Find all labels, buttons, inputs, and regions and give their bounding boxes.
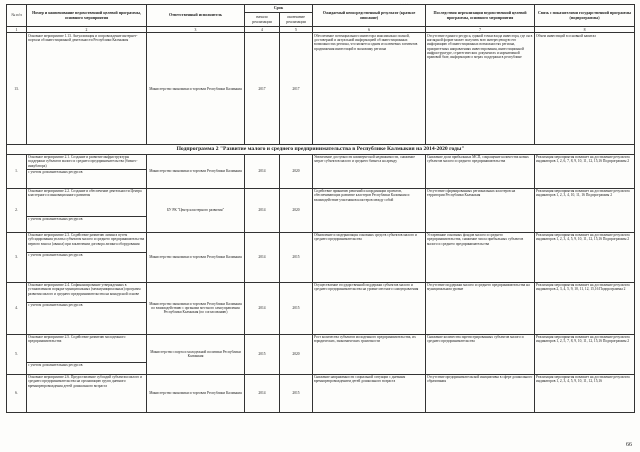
row-name-cell xyxy=(27,232,147,282)
row-name: Основное мероприятие 2.5. Содействие развитию молодежного предпринимательства xyxy=(28,335,126,344)
row-name-cell xyxy=(27,188,147,232)
resources-note: с учетом дополнительных ресурсов xyxy=(27,169,146,175)
row-exec: Министерство экономики и торговли Республики Калмыкия xyxy=(147,33,245,145)
row-result: Обеспечение потенциального инвестора максимально полной, достоверной и актуальной информацией об инвестиционных возможностях региона, что является одним из ключевых элементов продвижения инвестиций в экономику региона xyxy=(313,33,426,145)
row-end: 2015 xyxy=(280,282,313,334)
header-link: Связь с показателями государственной программы (подпрограммы) xyxy=(535,5,635,27)
index-cell: 5 xyxy=(280,27,313,33)
subprogram-row xyxy=(7,145,635,154)
row-exec: Министерство экономики и торговли Республики Калмыкия по взаимодействию с органами местного самоуправления Республики Калмыкия (по согласованию) xyxy=(147,282,245,334)
header-result: Ожидаемый непосредственный результат (краткое описание) xyxy=(313,5,426,27)
document-page xyxy=(6,4,634,413)
row-consequences: Отсутствие поддержки малого и среднего предпринимательства на муниципальном уровне xyxy=(426,282,535,334)
row-name: Основное мероприятие 2.3. Содействие развитию лизинга путем субсидирования уплаты субъектом малого и среднего предпринимательства первого взноса (аванса) при заключении договора лизинга оборудования xyxy=(28,233,145,246)
faded-stamp-mark: · · · · xyxy=(400,1,409,6)
row-end: 2020 xyxy=(280,334,313,374)
row-start: 2014 xyxy=(245,374,280,412)
index-cell: 6 xyxy=(313,27,426,33)
row-start: 2014 xyxy=(245,282,280,334)
row-end: 2020 xyxy=(280,154,313,188)
row-link: Реализация мероприятия повлияет на достижение результата индикаторов 1, 2, 6, 7, 8, 9, 10, 11, 12, 15,16 Подпрограммы 2 xyxy=(535,154,635,188)
table-row xyxy=(7,282,635,334)
row-start: 2014 xyxy=(245,232,280,282)
row-num: 5. xyxy=(7,334,27,374)
row-consequences: Отсутствие предпринимательской инициативы в сфере дошкольного образования xyxy=(426,374,535,412)
row-num: 3. xyxy=(7,232,27,282)
row-consequences: Устаревание основных фондов малого и среднего предпринимательства, снижение числа прибыльных субъектов малого и среднего предпринимательства xyxy=(426,232,535,282)
row-start: 2014 xyxy=(245,154,280,188)
row-num: 1. xyxy=(7,154,27,188)
row-exec: Министерство экономики и торговли Республики Калмыкия xyxy=(147,374,245,412)
row-end: 2015 xyxy=(280,374,313,412)
row-name: Основное мероприятие 1.13. Актуализация и сопровождение интернет-портала об инвестиционной деятельности Республики Калмыкия xyxy=(27,33,147,145)
row-consequences: Отсутствие сформированных региональных кластеров на территории Республики Калмыкия xyxy=(426,188,535,232)
row-result: Снижение напряженности социальной ситуации с дневным времяпрепровождением детей дошкольного возраста xyxy=(313,374,426,412)
row-consequences: Снижение доли прибыльных МСП, сокращение количества новых субъектов малого и среднего предпринимательства xyxy=(426,154,535,188)
header-start: начало реализации xyxy=(245,13,280,27)
row-num: 2. xyxy=(7,188,27,232)
row-num: 6. xyxy=(7,374,27,412)
row-start: 2017 xyxy=(245,33,280,145)
row-result: Рост количества субъектов молодежного предпринимательства, их юридических, экономических грамотности xyxy=(313,334,426,374)
table-row xyxy=(7,232,635,282)
header-consequences: Последствия нереализации ведомственной целевой программы, основного мероприятия xyxy=(426,5,535,27)
resources-note: с учетом дополнительных ресурсов xyxy=(27,252,146,258)
row-name: Основное мероприятие 2.6. Предоставление субсидий субъектам малого и среднего предпринимательства на организацию групп дневного времяпрепровождения детей дошкольного возраста xyxy=(27,374,147,412)
row-exec: БУ РК "Центр кластерного развития" xyxy=(147,188,245,232)
row-name-cell xyxy=(27,334,147,374)
header-name: Номер и наименование ведомственной целевой программы, основного мероприятия xyxy=(27,5,147,27)
row-result: Увеличение доступности коммерческой недвижимости, снижение затрат субъектов малого и среднего бизнеса на аренду xyxy=(313,154,426,188)
subprogram-title: Подпрограмма 2 "Развитие малого и среднего предпринимательства в Республике Калмыкия на 2014-2020 годы" xyxy=(7,145,635,154)
table-row xyxy=(7,33,635,145)
page-number: 66 xyxy=(626,442,632,448)
row-num: 13. xyxy=(7,33,27,145)
row-name: Основное мероприятие 2.4. Софинансирование утвержденных в установленном порядке муниципальных (межмуниципальных) программ развития малого и среднего предпринимательства на конкурсной основе xyxy=(28,283,141,296)
row-link: Реализация мероприятия повлияет на достижение результата индикаторов 2, 3, 4, 5, 9, 10, 11, 12, 15,16 Подпрограммы 2 xyxy=(535,282,635,334)
row-result: Обновление и модернизация основных средств субъектов малого и среднего предпринимательства xyxy=(313,232,426,282)
row-start: 2014 xyxy=(245,188,280,232)
header-num: № п/п xyxy=(7,5,27,27)
row-end: 2017 xyxy=(280,33,313,145)
row-exec: Министерство спорта и молодежной политики Республики Калмыкия xyxy=(147,334,245,374)
row-link: Реализация мероприятия повлияет на достижение результата индикаторов 1, 2, 3, 4, 5, 9, 10, 11, 12, 15,16 xyxy=(535,374,635,412)
row-name-cell xyxy=(27,282,147,334)
header-term: Срок xyxy=(245,5,313,13)
row-link: Реализация мероприятия повлияет на достижение результата индикаторов 1, 2, 3, 4, 5, 9, 10, 11, 12, 15,16 Подпрограммы 2 xyxy=(535,232,635,282)
header-row xyxy=(7,5,635,13)
header-exec: Ответственный исполнитель xyxy=(147,5,245,27)
index-cell: 2 xyxy=(27,27,147,33)
row-name: Основное мероприятие 2.1. Создание и развитие инфраструктуры поддержки субъектов малого и среднего предпринимательства (бизнес-инкубатора) xyxy=(28,155,138,168)
row-result: Содействие принятию решений и координации проектов, обеспечивающих развитие кластеров Республики Калмыкия и взаимодействие участников кластеров между собой xyxy=(313,188,426,232)
table-row xyxy=(7,154,635,188)
index-cell: 1 xyxy=(7,27,27,33)
row-end: 2015 xyxy=(280,232,313,282)
row-link: Реализация мероприятия повлияет на достижение результата индикаторов 1, 2, 5, 7, 8, 9, 10, 11, 12, 15,16 Подпрограммы 2 xyxy=(535,334,635,374)
row-link: Реализация мероприятия повлияет на достижение результата индикаторов 1, 2, 3, 4, 10, 11, 16 Подпрограммы 2 xyxy=(535,188,635,232)
header-end: окончание реализации xyxy=(280,13,313,27)
resources-note: с учетом дополнительных ресурсов xyxy=(27,216,146,222)
table-row xyxy=(7,188,635,232)
index-cell: 7 xyxy=(426,27,535,33)
row-consequences: Снижение количества зарегистрированных субъектов малого и среднего предпринимательства xyxy=(426,334,535,374)
row-link: Объем инвестиций в основной капитал xyxy=(535,33,635,145)
row-exec: Министерство экономики и торговли Республики Калмыкия xyxy=(147,232,245,282)
row-name: Основное мероприятие 2.2. Создание и обеспечение деятельности Центра кластерного и инновационного развития xyxy=(28,189,142,198)
row-end: 2020 xyxy=(280,188,313,232)
index-cell: 4 xyxy=(245,27,280,33)
table-row xyxy=(7,334,635,374)
row-num: 4. xyxy=(7,282,27,334)
resources-note: с учетом дополнительных ресурсов xyxy=(27,362,146,368)
row-name-cell xyxy=(27,154,147,188)
program-table xyxy=(6,4,635,413)
row-start: 2015 xyxy=(245,334,280,374)
row-exec: Министерство экономики и торговли Республики Калмыкия xyxy=(147,154,245,188)
index-cell: 3 xyxy=(147,27,245,33)
row-result: Осуществление государственной поддержки субъектов малого и среднего предпринимательства на уровне местного самоуправления xyxy=(313,282,426,334)
row-consequences: Отсутствие единого ресурса, единой точки входа инвестора, где он в наглядной форме может получить всю интересующую его информацию об инвестиционных возможностях региона, приоритетных направлениях инвестирования, инвестиционной инфраструктуре, стратегических документах и нормативной правовой базе, информацию о мерах поддержки в республике xyxy=(426,33,535,145)
table-row xyxy=(7,374,635,412)
index-cell: 8 xyxy=(535,27,635,33)
resources-note: с учетом дополнительных ресурсов xyxy=(27,302,146,308)
